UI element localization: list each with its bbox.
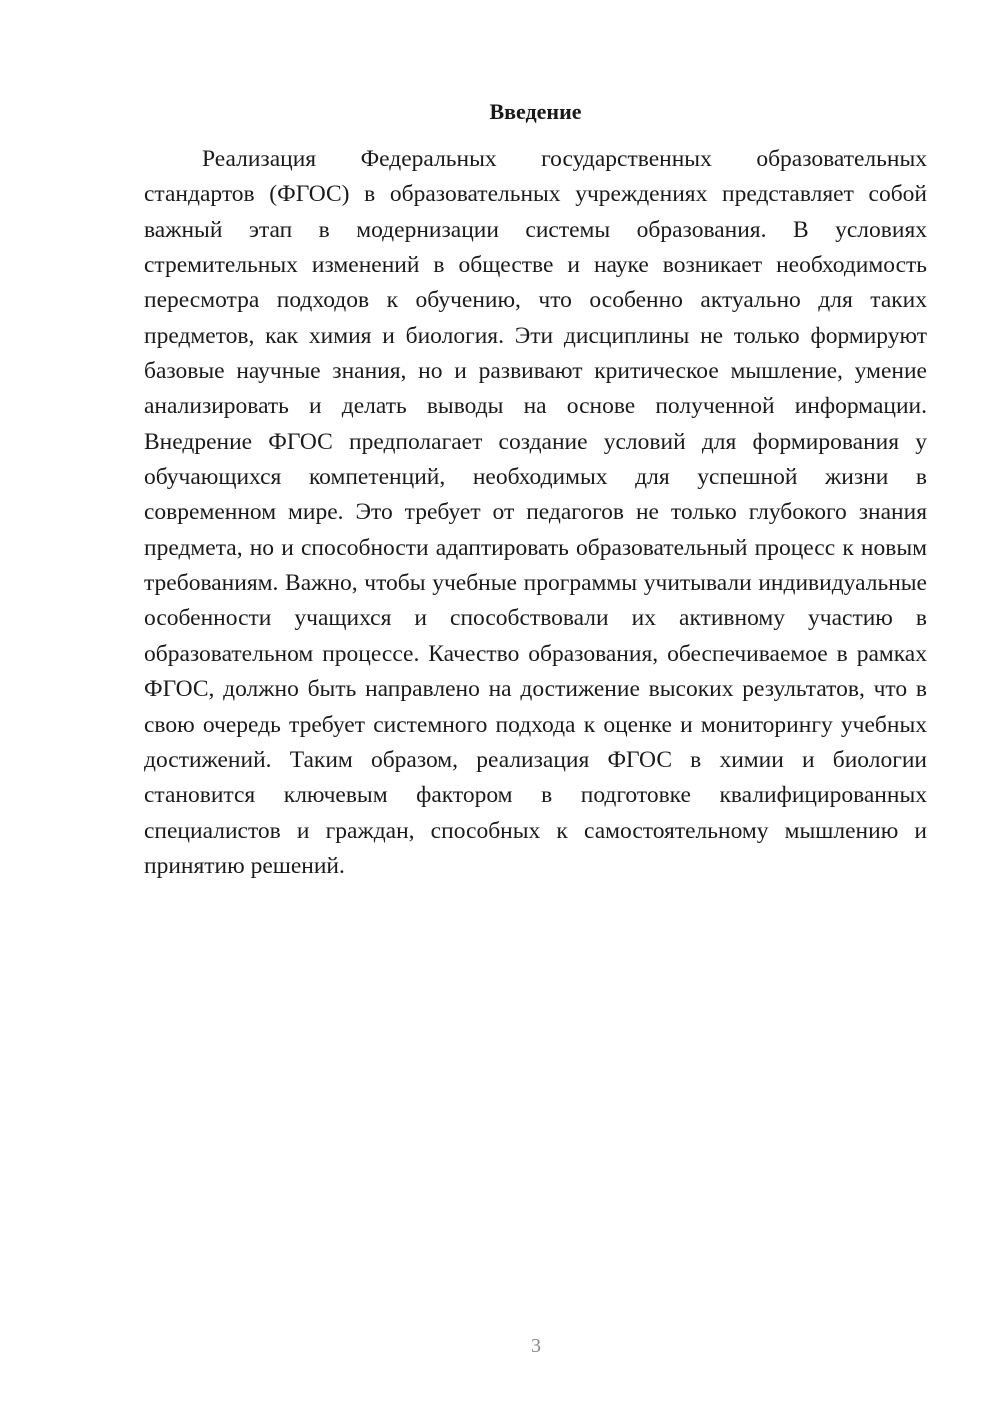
page-number: 3 — [531, 1335, 541, 1357]
section-heading: Введение — [489, 99, 582, 124]
body-paragraph: Реализация Федеральных государственных образовательных стандартов (ФГОС) в образовательных учреждениях представляет собой важный этап в модернизации системы образования. В условиях стремительных изменений в обществе и науке возникает необходимость пересмотра подходов к обучению, что особенно актуально для таких предметов, как химия и биология. Эти дисциплины не только формируют базовые научные знания, но и развивают критическое мышление, умение анализировать и делать выводы на основе полученной информации. Внедрение ФГОС предполагает создание условий для формирования у обучающихся компетенций, необходимых для успешной жизни в современном мире. Это требует от педагогов не только глубокого знания предмета, но и способности адаптировать образовательный процесс к новым требованиям. Важно, чтобы учебные программы учитывали индивидуальные особенности учащихся и способствовали их активному участию в образовательном процессе. Качество образования, обеспечиваемое в рамках ФГОС, должно быть направлено на достижение высоких результатов, что в свою очередь требует системного подхода к оценке и мониторингу учебных достижений. Таким образом, реализация ФГОС в химии и биологии становится ключевым фактором в подготовке квалифицированных специалистов и граждан, способных к самостоятельному мышлению и принятию решений. — [144, 146, 927, 879]
